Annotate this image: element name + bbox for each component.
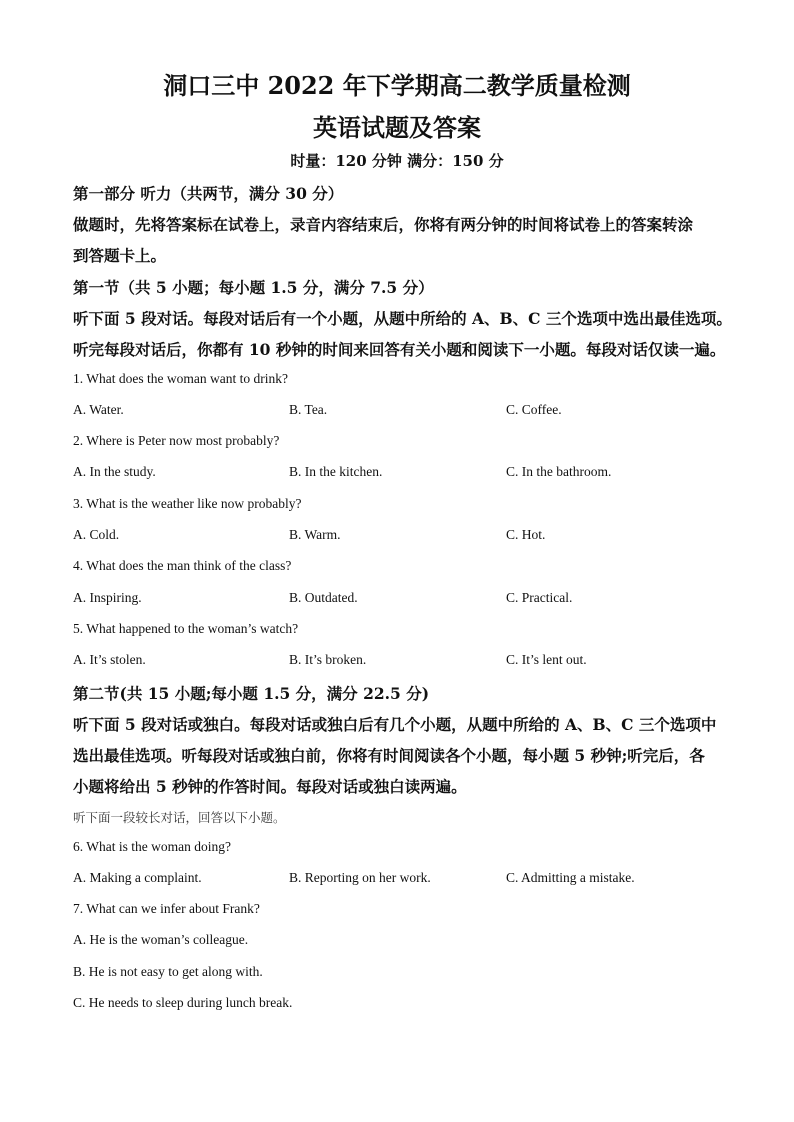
q6-option-a: A. Making a complaint. bbox=[73, 870, 202, 885]
q5-option-b: B. It’s broken. bbox=[289, 652, 367, 667]
q7-option-a: A. He is the woman’s colleague. bbox=[73, 932, 249, 947]
section2-intro-line3: 小题将给出 5 秒钟的作答时间。每段对话或独白读两遍。 bbox=[73, 777, 467, 796]
q2-option-c: C. In the bathroom. bbox=[506, 464, 612, 479]
q7-option-b: B. He is not easy to get along with. bbox=[73, 964, 263, 979]
section2-intro-line2: 选出最佳选项。听每段对话或独白前，你将有时间阅读各个小题，每小题 5 秒钟;听完后，各 bbox=[73, 746, 705, 765]
q5-option-c: C. It’s lent out. bbox=[506, 652, 587, 667]
q6-option-c: C. Admitting a mistake. bbox=[506, 870, 635, 885]
section1-heading: 第一节（共 5 小题；每小题 1.5 分，满分 7.5 分） bbox=[73, 278, 434, 297]
part1-heading: 第一部分 听力（共两节，满分 30 分） bbox=[73, 184, 344, 203]
exam-title: 洞口三中 2022 年下学期高二教学质量检测 bbox=[163, 71, 631, 100]
q3-option-b: B. Warm. bbox=[289, 527, 341, 542]
listening-note: 听下面一段较长对话，回答以下小题。 bbox=[73, 810, 286, 825]
q4-option-b: B. Outdated. bbox=[289, 590, 358, 605]
question-2: 2. Where is Peter now most probably? bbox=[73, 433, 280, 448]
q4-option-a: A. Inspiring. bbox=[73, 590, 142, 605]
part1-intro-line1: 做题时，先将答案标在试卷上，录音内容结束后，你将有两分钟的时间将试卷上的答案转涂 bbox=[73, 215, 694, 234]
q2-option-a: A. In the study. bbox=[73, 464, 156, 479]
q7-option-c: C. He needs to sleep during lunch break. bbox=[73, 995, 293, 1010]
question-4: 4. What does the man think of the class? bbox=[73, 558, 292, 573]
question-1: 1. What does the woman want to drink? bbox=[73, 371, 288, 386]
question-6: 6. What is the woman doing? bbox=[73, 839, 231, 854]
q3-option-c: C. Hot. bbox=[506, 527, 546, 542]
section2-heading: 第二节(共 15 小题;每小题 1.5 分，满分 22.5 分) bbox=[73, 684, 430, 703]
question-3: 3. What is the weather like now probably? bbox=[73, 496, 302, 511]
q3-option-a: A. Cold. bbox=[73, 527, 120, 542]
q6-option-b: B. Reporting on her work. bbox=[289, 870, 431, 885]
part1-intro-line2: 到答题卡上。 bbox=[73, 246, 167, 265]
q5-option-a: A. It’s stolen. bbox=[73, 652, 146, 667]
q1-option-a: A. Water. bbox=[73, 402, 124, 417]
exam-subtitle: 英语试题及答案 bbox=[313, 113, 481, 142]
q1-option-c: C. Coffee. bbox=[506, 402, 562, 417]
question-5: 5. What happened to the woman’s watch? bbox=[73, 621, 299, 636]
section2-intro-line1: 听下面 5 段对话或独白。每段对话或独白后有几个小题，从题中所给的 A、B、C 三个选项中 bbox=[73, 715, 717, 734]
question-7: 7. What can we infer about Frank? bbox=[73, 901, 260, 916]
q4-option-c: C. Practical. bbox=[506, 590, 573, 605]
q2-option-b: B. In the kitchen. bbox=[289, 464, 383, 479]
section1-intro-line2: 听完每段对话后，你都有 10 秒钟的时间来回答有关小题和阅读下一小题。每段对话仅读一遍。 bbox=[73, 340, 726, 359]
section1-intro-line1: 听下面 5 段对话。每段对话后有一个小题，从题中所给的 A、B、C 三个选项中选出最佳选项。 bbox=[73, 309, 732, 328]
q1-option-b: B. Tea. bbox=[289, 402, 328, 417]
time-info: 时量：120 分钟 满分：150 分 bbox=[290, 152, 504, 170]
